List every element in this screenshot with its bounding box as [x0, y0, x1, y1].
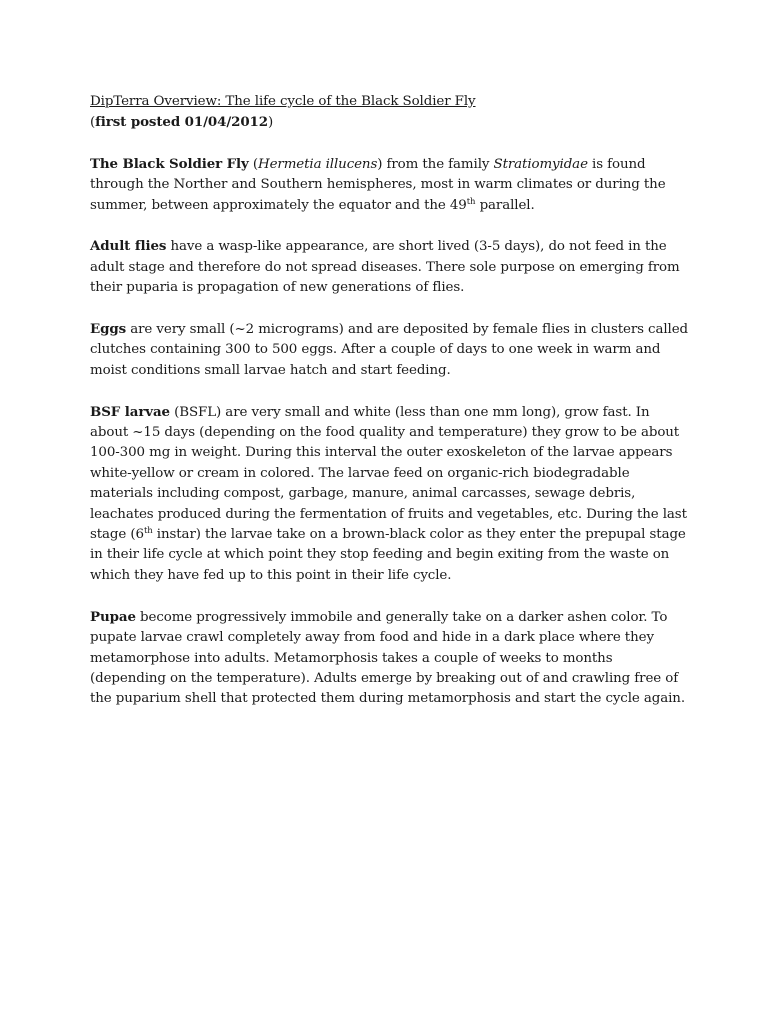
adult-line-1: [90, 236, 690, 257]
larvae-line-1-text: (BSFL) are very small and white (less than one mm long), grow fast. In: [169, 404, 650, 420]
adult-paragraph: [90, 236, 690, 298]
larvae-line-1: [90, 402, 690, 423]
larvae-line-2: about ~15 days (depending on the food quality and temperature) they grow to be about: [90, 425, 680, 441]
pupae-lead: Pupae: [90, 608, 136, 625]
first-posted-label: first posted 01/04/2012: [95, 114, 268, 131]
adult-line-1-text: have a wasp-like appearance, are short lived (3-5 days), do not feed in the: [166, 239, 667, 255]
eggs-lead: Eggs: [90, 321, 127, 338]
adult-line-3: their puparia is propagation of new generations of flies.: [90, 280, 465, 296]
intro-lead: The Black Soldier Fly: [90, 155, 249, 172]
title-block: [90, 92, 690, 134]
eggs-paragraph: [90, 319, 690, 381]
first-posted-close: ): [268, 115, 274, 131]
larvae-line-8: in their life cycle at which point they stop feeding and begin exiting from the waste on: [90, 547, 670, 563]
eggs-line-1: [90, 319, 690, 340]
pupae-paragraph: [90, 607, 690, 710]
pupae-line-2: pupate larvae crawl completely away from food and hide in a dark place where they: [90, 630, 654, 646]
larvae-line-4: white-yellow or cream in colored. The larvae feed on organic-rich biodegradable: [90, 465, 630, 481]
intro-text-a: (: [248, 156, 258, 172]
pupae-line-5: the puparium shell that protected them during metamorphosis and start the cycle again.: [90, 691, 685, 707]
eggs-line-3: moist conditions small larvae hatch and start feeding.: [90, 362, 451, 378]
intro-line-1: [90, 154, 690, 175]
intro-text-c: is found: [587, 156, 646, 172]
intro-line-3-text: summer, between approximately the equator and the 49: [90, 197, 467, 213]
intro-line-3-end: parallel.: [475, 197, 535, 213]
larvae-line-7-text: stage (6: [90, 527, 144, 543]
intro-text-b: ) from the family: [377, 156, 494, 172]
pupae-line-1-text: become progressively immobile and generally take on a darker ashen color. To: [135, 609, 668, 625]
adult-line-2: adult stage and therefore do not spread diseases. There sole purpose on emerging from: [90, 259, 680, 275]
pupae-line-3: metamorphose into adults. Metamorphosis takes a couple of weeks to months: [90, 650, 613, 666]
intro-paragraph: [90, 154, 690, 216]
larvae-paragraph: [90, 402, 690, 587]
larvae-line-7-end: instar) the larvae take on a brown-black color as they enter the prepupal stage: [152, 527, 686, 543]
larvae-superscript: th: [143, 526, 153, 537]
pupae-line-1: [90, 607, 690, 628]
intro-line-2: through the Norther and Southern hemispheres, most in warm climates or during the: [90, 177, 666, 193]
first-posted-line: [90, 112, 690, 133]
eggs-line-2: clutches containing 300 to 500 eggs. After a couple of days to one week in warm and: [90, 342, 661, 358]
species-name: Hermetia illucens: [258, 156, 378, 172]
pupae-line-4: (depending on the temperature). Adults emerge by breaking out of and crawling free of: [90, 670, 679, 686]
intro-superscript: th: [466, 196, 476, 207]
larvae-line-9: which they have fed up to this point in their life cycle.: [90, 567, 452, 583]
larvae-lead: BSF larvae: [90, 403, 170, 420]
family-name: Stratiomyidae: [493, 156, 588, 172]
larvae-line-3: 100-300 mg in weight. During this interval the outer exoskeleton of the larvae appears: [90, 445, 673, 461]
document-title-line: [90, 92, 690, 112]
larvae-line-7: [90, 525, 690, 545]
intro-line-3: [90, 196, 690, 216]
document-title: DipTerra Overview: The life cycle of the Black Soldier Fly: [90, 94, 476, 109]
larvae-line-5: materials including compost, garbage, manure, animal carcasses, sewage debris,: [90, 486, 636, 502]
first-posted-open: (: [90, 115, 96, 131]
adult-lead: Adult flies: [90, 238, 167, 255]
document-body: [90, 92, 690, 730]
larvae-line-6: leachates produced during the fermentation of fruits and vegetables, etc. During the last: [90, 506, 687, 522]
eggs-line-1-text: are very small (~2 micrograms) and are deposited by female flies in clusters called: [126, 322, 688, 338]
